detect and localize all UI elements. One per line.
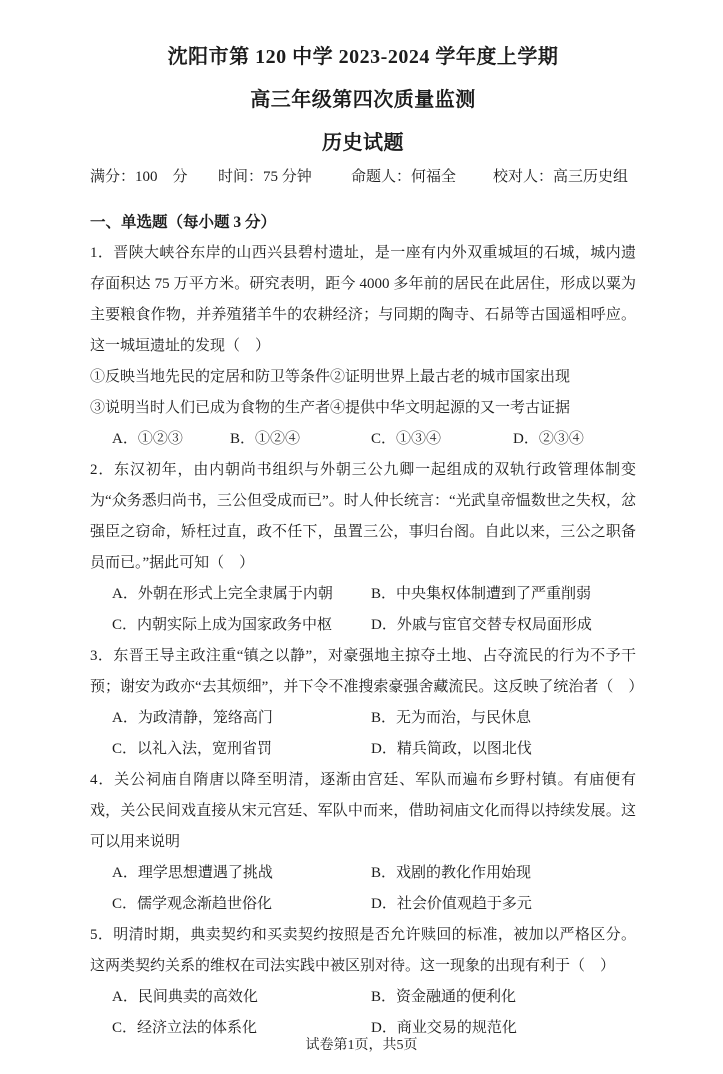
question-2-options-row-1 (90, 579, 636, 610)
question-4-option-b: B．戏剧的教化作用始现 (371, 865, 532, 881)
question-3-option-a: A．为政清静，笼络高门 (112, 710, 273, 726)
question-2-option-b: B．中央集权体制遭到了严重削弱 (371, 586, 592, 602)
question-2-option-a: A．外朝在形式上完全隶属于内朝 (112, 586, 333, 602)
question-4 (90, 765, 636, 920)
question-5-option-b: B．资金融通的便利化 (371, 989, 517, 1005)
question-4-options-row-1 (90, 858, 636, 889)
question-3 (90, 641, 644, 765)
question-4-option-c: C．儒学观念渐趋世俗化 (112, 896, 273, 912)
question-5-option-a: A．民间典卖的高效化 (112, 989, 258, 1005)
meta-time: 时间：75 分钟 (218, 169, 312, 185)
question-4-option-a: A．理学思想遭遇了挑战 (112, 865, 273, 881)
question-3-options-row-1 (90, 703, 636, 734)
section-heading: 一、单选题（每小题 3 分） (90, 214, 277, 231)
question-5 (90, 920, 636, 1044)
meta-setter: 命题人：何福全 (351, 169, 457, 185)
question-1-subline-2: ③说明当时人们已成为食物的生产者④提供中华文明起源的又一考古证据 (90, 400, 571, 416)
exam-title-line2: 高三年级第四次质量监测 (250, 89, 476, 111)
question-5-stem: 5．明清时期，典卖契约和买卖契约按照是否允许赎回的标准，被加以严格区分。这两类契约关系的维权在司法实践中被区别对待。这一现象的出现有利于（ ） (90, 927, 636, 974)
exam-title-block (90, 36, 636, 165)
question-2-options-row-2 (90, 610, 636, 641)
question-3-option-b: B．无为而治，与民休息 (371, 710, 532, 726)
question-3-stem: 3．东晋王导主政注重“镇之以静”，对豪强地主掠夺土地、占夺流民的行为不予干预；谢安为政亦“去其烦细”，并下令不准搜索豪强舍藏流民。这反映了统治者（ ） (90, 648, 644, 695)
question-1-stem: 1．晋陕大峡谷东岸的山西兴县碧村遗址，是一座有内外双重城垣的石城，城内遗存面积达 75 万平方米。研究表明，距今 4000 多年前的居民在此居住，形成以粟为主要粮食作物，并养殖猪羊牛的农耕经济；与同期的陶寺、石昴等古国遥相呼应。这一城垣遗址的发现（ ） (90, 245, 636, 354)
question-1-options (90, 424, 636, 455)
question-2-stem: 2．东汉初年，由内朝尚书组织与外朝三公九卿一起组成的双轨行政管理体制变为“众务悉归尚书，三公但受成而已”。时人仲长统言：“光武皇帝愠数世之失权，忿强臣之窃命，矫枉过直，政不任下，虽置三公，事归台阁。自此以来，三公之职备员而已。”据此可知（ ） (90, 462, 636, 571)
question-4-option-d: D．社会价值观趋于多元 (371, 896, 532, 912)
question-5-option-d: D．商业交易的规范化 (371, 1020, 517, 1036)
question-2-option-d: D．外戚与宦官交替专权局面形成 (371, 617, 592, 633)
question-1-option-c: C．①③④ (371, 431, 442, 447)
question-3-options-row-2 (90, 734, 636, 765)
question-3-option-d: D．精兵简政，以图北伐 (371, 741, 532, 757)
question-4-options-row-2 (90, 889, 636, 920)
meta-full-score: 满分：100 分 (90, 169, 188, 185)
exam-meta-row (90, 167, 636, 187)
question-1-option-a: A．①②③ (112, 431, 183, 447)
question-5-options-row-1 (90, 982, 636, 1013)
page-footer: 试卷第1页，共5页 (305, 1038, 418, 1053)
question-1 (90, 238, 636, 455)
question-1-option-b: B．①②④ (230, 431, 301, 447)
question-3-option-c: C．以礼入法，宽刑省罚 (112, 741, 273, 757)
question-2-option-c: C．内朝实际上成为国家政务中枢 (112, 617, 333, 633)
meta-proofreader: 校对人：高三历史组 (493, 169, 629, 185)
question-1-option-d: D．②③④ (513, 431, 584, 447)
exam-title-line1: 沈阳市第 120 中学 2023-2024 学年度上学期 (167, 46, 559, 68)
question-5-option-c: C．经济立法的体系化 (112, 1020, 258, 1036)
question-4-stem: 4．关公祠庙自隋唐以降至明清，逐渐由宫廷、军队而遍布乡野村镇。有庙便有戏，关公民间戏直接从宋元宫廷、军队中而来，借助祠庙文化而得以持续发展。这可以用来说明 (90, 772, 636, 850)
exam-title-line3: 历史试题 (322, 132, 404, 154)
question-1-subline-1: ①反映当地先民的定居和防卫等条件②证明世界上最古老的城市国家出现 (90, 369, 571, 385)
question-2 (90, 455, 636, 641)
